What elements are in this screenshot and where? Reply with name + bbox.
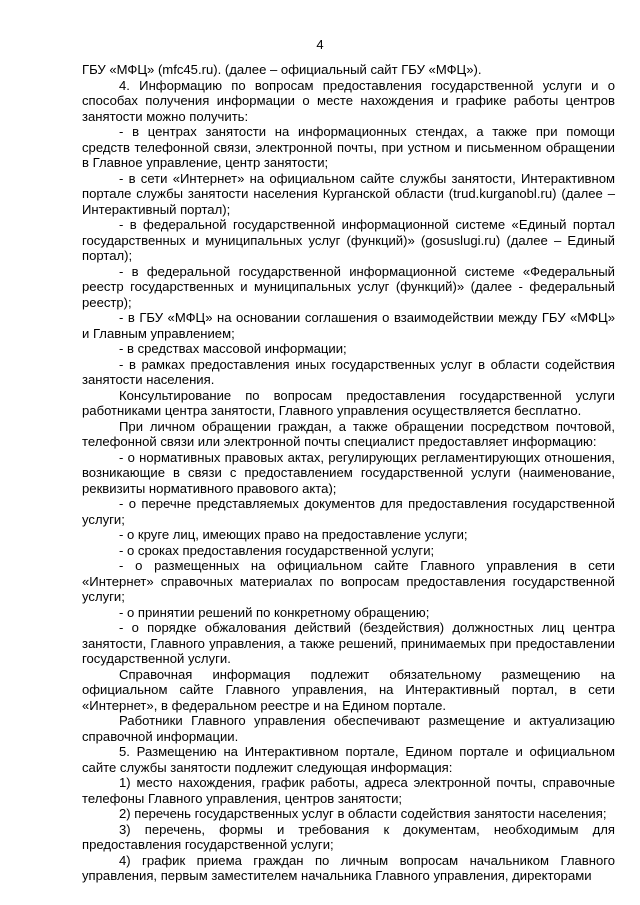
document-body [82,62,615,884]
paragraph: Справочная информация подлежит обязательному размещению на официальном сайте Главного управления, на Интерактивный портал, в сети «Интернет», в федеральном реестре и на Едином портале. [82,666,615,713]
paragraph: - в рамках предоставления иных государственных услуг в области содействия занятости населения. [82,356,615,387]
paragraph: - в федеральной государственной информационной системе «Единый портал государственных и муниципальных услуг (функций)» (gosuslugi.ru) (далее – Единый портал); [82,217,615,263]
paragraph: - о размещенных на официальном сайте Главного управления в сети «Интернет» справочных материалах по вопросам предоставления государственной услуги; [82,558,615,604]
paragraph: 4. Информацию по вопросам предоставления государственной услуги и о способах получения информации о месте нахождения и графике работы центров занятости можно получить: [82,77,615,124]
paragraph: - в ГБУ «МФЦ» на основании соглашения о взаимодействии между ГБУ «МФЦ» и Главным управлением; [82,310,615,341]
paragraph: - о сроках предоставления государственной услуги; [119,542,435,558]
paragraph: 1) место нахождения, график работы, адреса электронной почты, справочные телефоны Главного управления, центров занятости; [82,775,615,806]
paragraph: - в средствах массовой информации; [119,341,347,356]
paragraph: Консультирование по вопросам предоставления государственной услуги работниками центра занятости, Главного управления осуществляется бесплатно. [82,387,615,418]
paragraph: ГБУ «МФЦ» (mfc45.ru). (далее – официальный сайт ГБУ «МФЦ»). [82,62,482,77]
page-number: 4 [316,37,324,52]
paragraph: - о круге лиц, имеющих право на предоставление услуги; [119,527,468,542]
paragraph: 2) перечень государственных услуг в области содействия занятости населения; [119,806,607,821]
paragraph: - о перечне представляемых документов для предоставления государственной услуги; [82,496,615,527]
paragraph: - в сети «Интернет» на официальном сайте службы занятости, Интерактивном портале службы занятости населения Курганской области (trud.kurganobl.ru) (далее – Интерактивный портал); [82,170,615,217]
paragraph: 4) график приема граждан по личным вопросам начальником Главного управления, первым заместителем начальника Главного управления, директорами [82,852,615,883]
paragraph: - о принятии решений по конкретному обращению; [119,604,430,620]
paragraph: - в центрах занятости на информационных стендах, а также при помощи средств телефонной связи, электронной почты, при устном и письменном обращении в Главное управление, центр занятости; [82,124,615,170]
paragraph: - о нормативных правовых актах, регулирующих регламентирующих отношения, возникающие в связи с предоставлением государственной услуги (наименование, реквизиты нормативного правового акта); [82,449,615,496]
paragraph: - в федеральной государственной информационной системе «Федеральный реестр государственных и муниципальных услуг (функций)» (далее - федеральный реестр); [82,263,615,310]
paragraph: 5. Размещению на Интерактивном портале, Едином портале и официальном сайте службы занятости подлежит следующая информация: [82,744,615,775]
paragraph: - о порядке обжалования действий (бездействия) должностных лиц центра занятости, Главного управления, а также решений, принимаемых при предоставлении государственной услуги. [82,620,615,666]
paragraph: При личном обращении граждан, а также обращении посредством почтовой, телефонной связи или электронной почты специалист предоставляет информацию: [82,418,615,449]
paragraph: 3) перечень, формы и требования к документам, необходимым для предоставления государственной услуги; [82,821,615,852]
paragraph: Работники Главного управления обеспечивают размещение и актуализацию справочной информации. [82,713,615,744]
